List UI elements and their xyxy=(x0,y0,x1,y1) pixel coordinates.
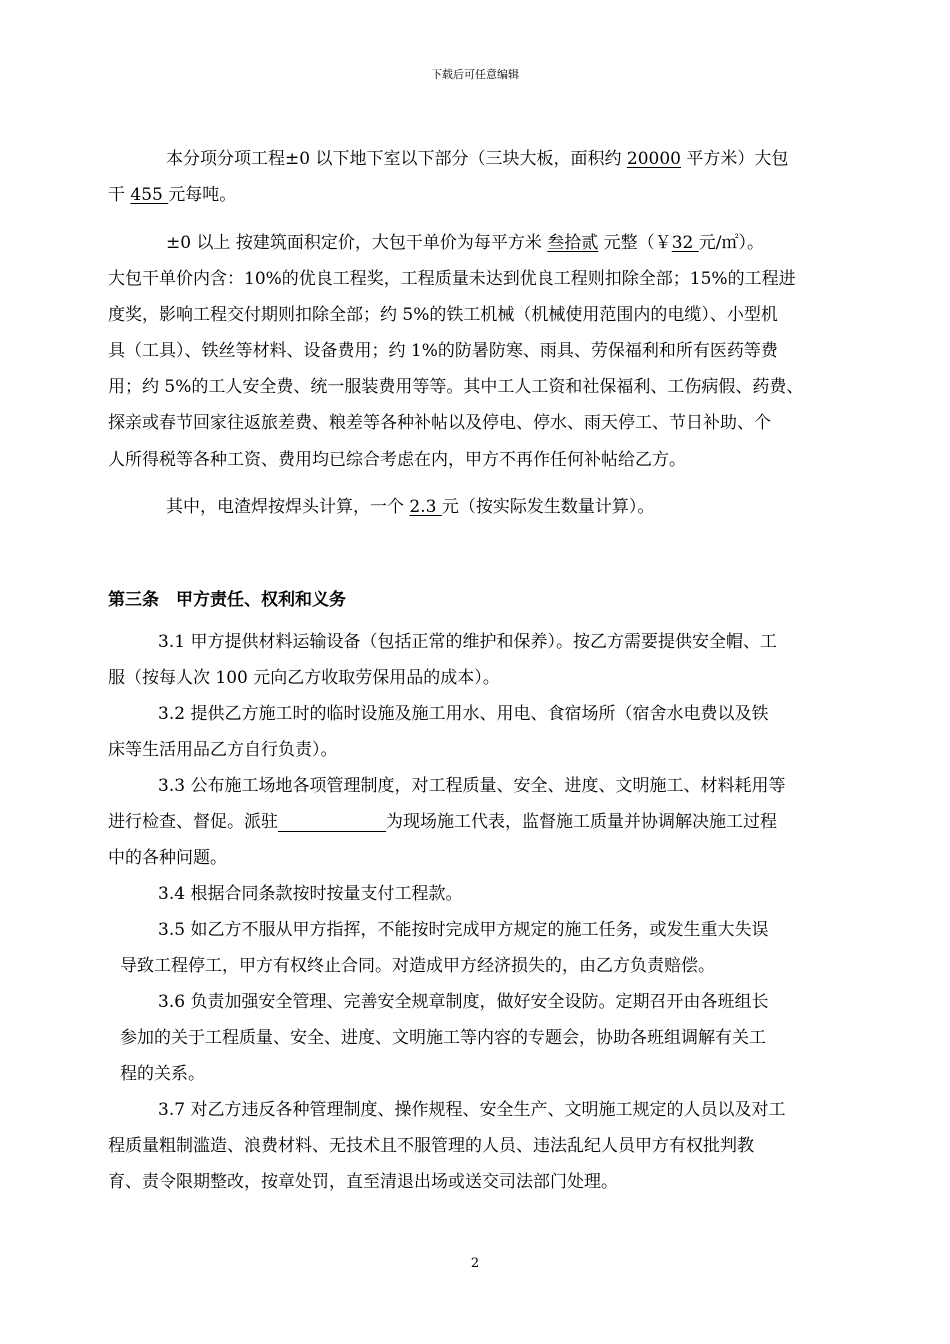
text-segment: 元（按实际发生数量计算）。 xyxy=(441,497,655,517)
clause-line: 3.1 甲方提供材料运输设备（包括正常的维护和保养）。按乙方需要提供安全帽、工 xyxy=(158,632,777,652)
text-segment: 其中，电渣焊按焊头计算，一个 xyxy=(166,497,410,517)
underlined-value: 叁拾贰 xyxy=(547,233,599,253)
clause-line: 中的各种问题。 xyxy=(108,848,227,868)
clause-line: 3.3 公布施工场地各项管理制度，对工程质量、安全、进度、文明施工、材料耗用等 xyxy=(158,776,786,796)
text-segment: 本分项分项工程±0 以下地下室以下部分（三块大板，面积约 xyxy=(166,149,627,169)
underlined-value: 455 xyxy=(130,185,169,205)
paragraph-line: 人所得税等各种工资、费用均已综合考虑在内，甲方不再作任何补帖给乙方。 xyxy=(108,450,686,470)
text-segment: 元整（￥ xyxy=(598,233,672,253)
paragraph-line: 具（工具）、铁丝等材料、设备费用；约 1%的防暑防寒、雨具、劳保福利和所有医药等费 xyxy=(108,341,778,361)
section-heading: 第三条 甲方责任、权利和义务 xyxy=(108,590,346,610)
paragraph-line xyxy=(166,149,788,169)
underlined-value: 20000 xyxy=(626,149,681,169)
clause-line: 程的关系。 xyxy=(120,1064,205,1084)
paragraph-line xyxy=(108,185,236,205)
clause-line: 3.2 提供乙方施工时的临时设施及施工用水、用电、食宿场所（宿舍水电费以及铁 xyxy=(158,704,769,724)
text-segment: 为现场施工代表，监督施工质量并协调解决施工过程 xyxy=(386,812,777,832)
clause-line: 导致工程停工，甲方有权终止合同。对造成甲方经济损失的，由乙方负责赔偿。 xyxy=(120,956,715,976)
clause-line: 3.5 如乙方不服从甲方指挥，不能按时完成甲方规定的施工任务，或发生重大失误 xyxy=(158,920,769,940)
clause-line: 程质量粗制滥造、浪费材料、无技术且不服管理的人员、违法乱纪人员甲方有权批判教 xyxy=(108,1136,754,1156)
clause-line: 3.6 负责加强安全管理、完善安全规章制度，做好安全设防。定期召开由各班组长 xyxy=(158,992,769,1012)
blank-fill-line xyxy=(278,813,386,832)
text-segment: 元/㎡）。 xyxy=(698,233,764,253)
clause-line: 3.7 对乙方违反各种管理制度、操作规程、安全生产、文明施工规定的人员以及对工 xyxy=(158,1100,786,1120)
text-segment: ±0 以上 按建筑面积定价，大包干单价为每平方米 xyxy=(166,233,548,253)
page-header-note: 下载后可任意编辑 xyxy=(431,68,519,81)
paragraph-line xyxy=(166,497,654,517)
clause-line: 服（按每人次 100 元向乙方收取劳保用品的成本）。 xyxy=(108,668,500,688)
underlined-value: 32 xyxy=(671,233,699,253)
paragraph-line xyxy=(166,233,764,253)
text-segment: 元每吨。 xyxy=(168,185,237,205)
clause-line: 参加的关于工程质量、安全、进度、文明施工等内容的专题会，协助各班组调解有关工 xyxy=(120,1028,766,1048)
clause-line: 3.4 根据合同条款按时按量支付工程款。 xyxy=(158,884,463,904)
text-segment: 平方米）大包 xyxy=(680,149,789,169)
text-segment: 干 xyxy=(108,185,131,205)
page-number: 2 xyxy=(470,1256,480,1271)
paragraph-line: 用；约 5%的工人安全费、统一服装费用等等。其中工人工资和社保福利、工伤病假、药费、 xyxy=(108,377,804,397)
paragraph-line: 度奖，影响工程交付期则扣除全部；约 5%的铁工机械（机械使用范围内的电缆）、小型机 xyxy=(108,305,778,325)
paragraph-line: 探亲或春节回家往返旅差费、粮差等各种补帖以及停电、停水、雨天停工、节日补助、个 xyxy=(108,413,771,433)
paragraph-line: 大包干单价内含：10%的优良工程奖，工程质量未达到优良工程则扣除全部；15%的工程进 xyxy=(108,269,796,289)
underlined-value: 2.3 xyxy=(409,497,442,517)
clause-line: 育、责令限期整改，按章处罚，直至清退出场或送交司法部门处理。 xyxy=(108,1172,618,1192)
clause-line xyxy=(108,812,777,832)
clause-line: 床等生活用品乙方自行负责）。 xyxy=(108,740,338,760)
text-segment: 进行检查、督促。派驻 xyxy=(108,812,278,832)
